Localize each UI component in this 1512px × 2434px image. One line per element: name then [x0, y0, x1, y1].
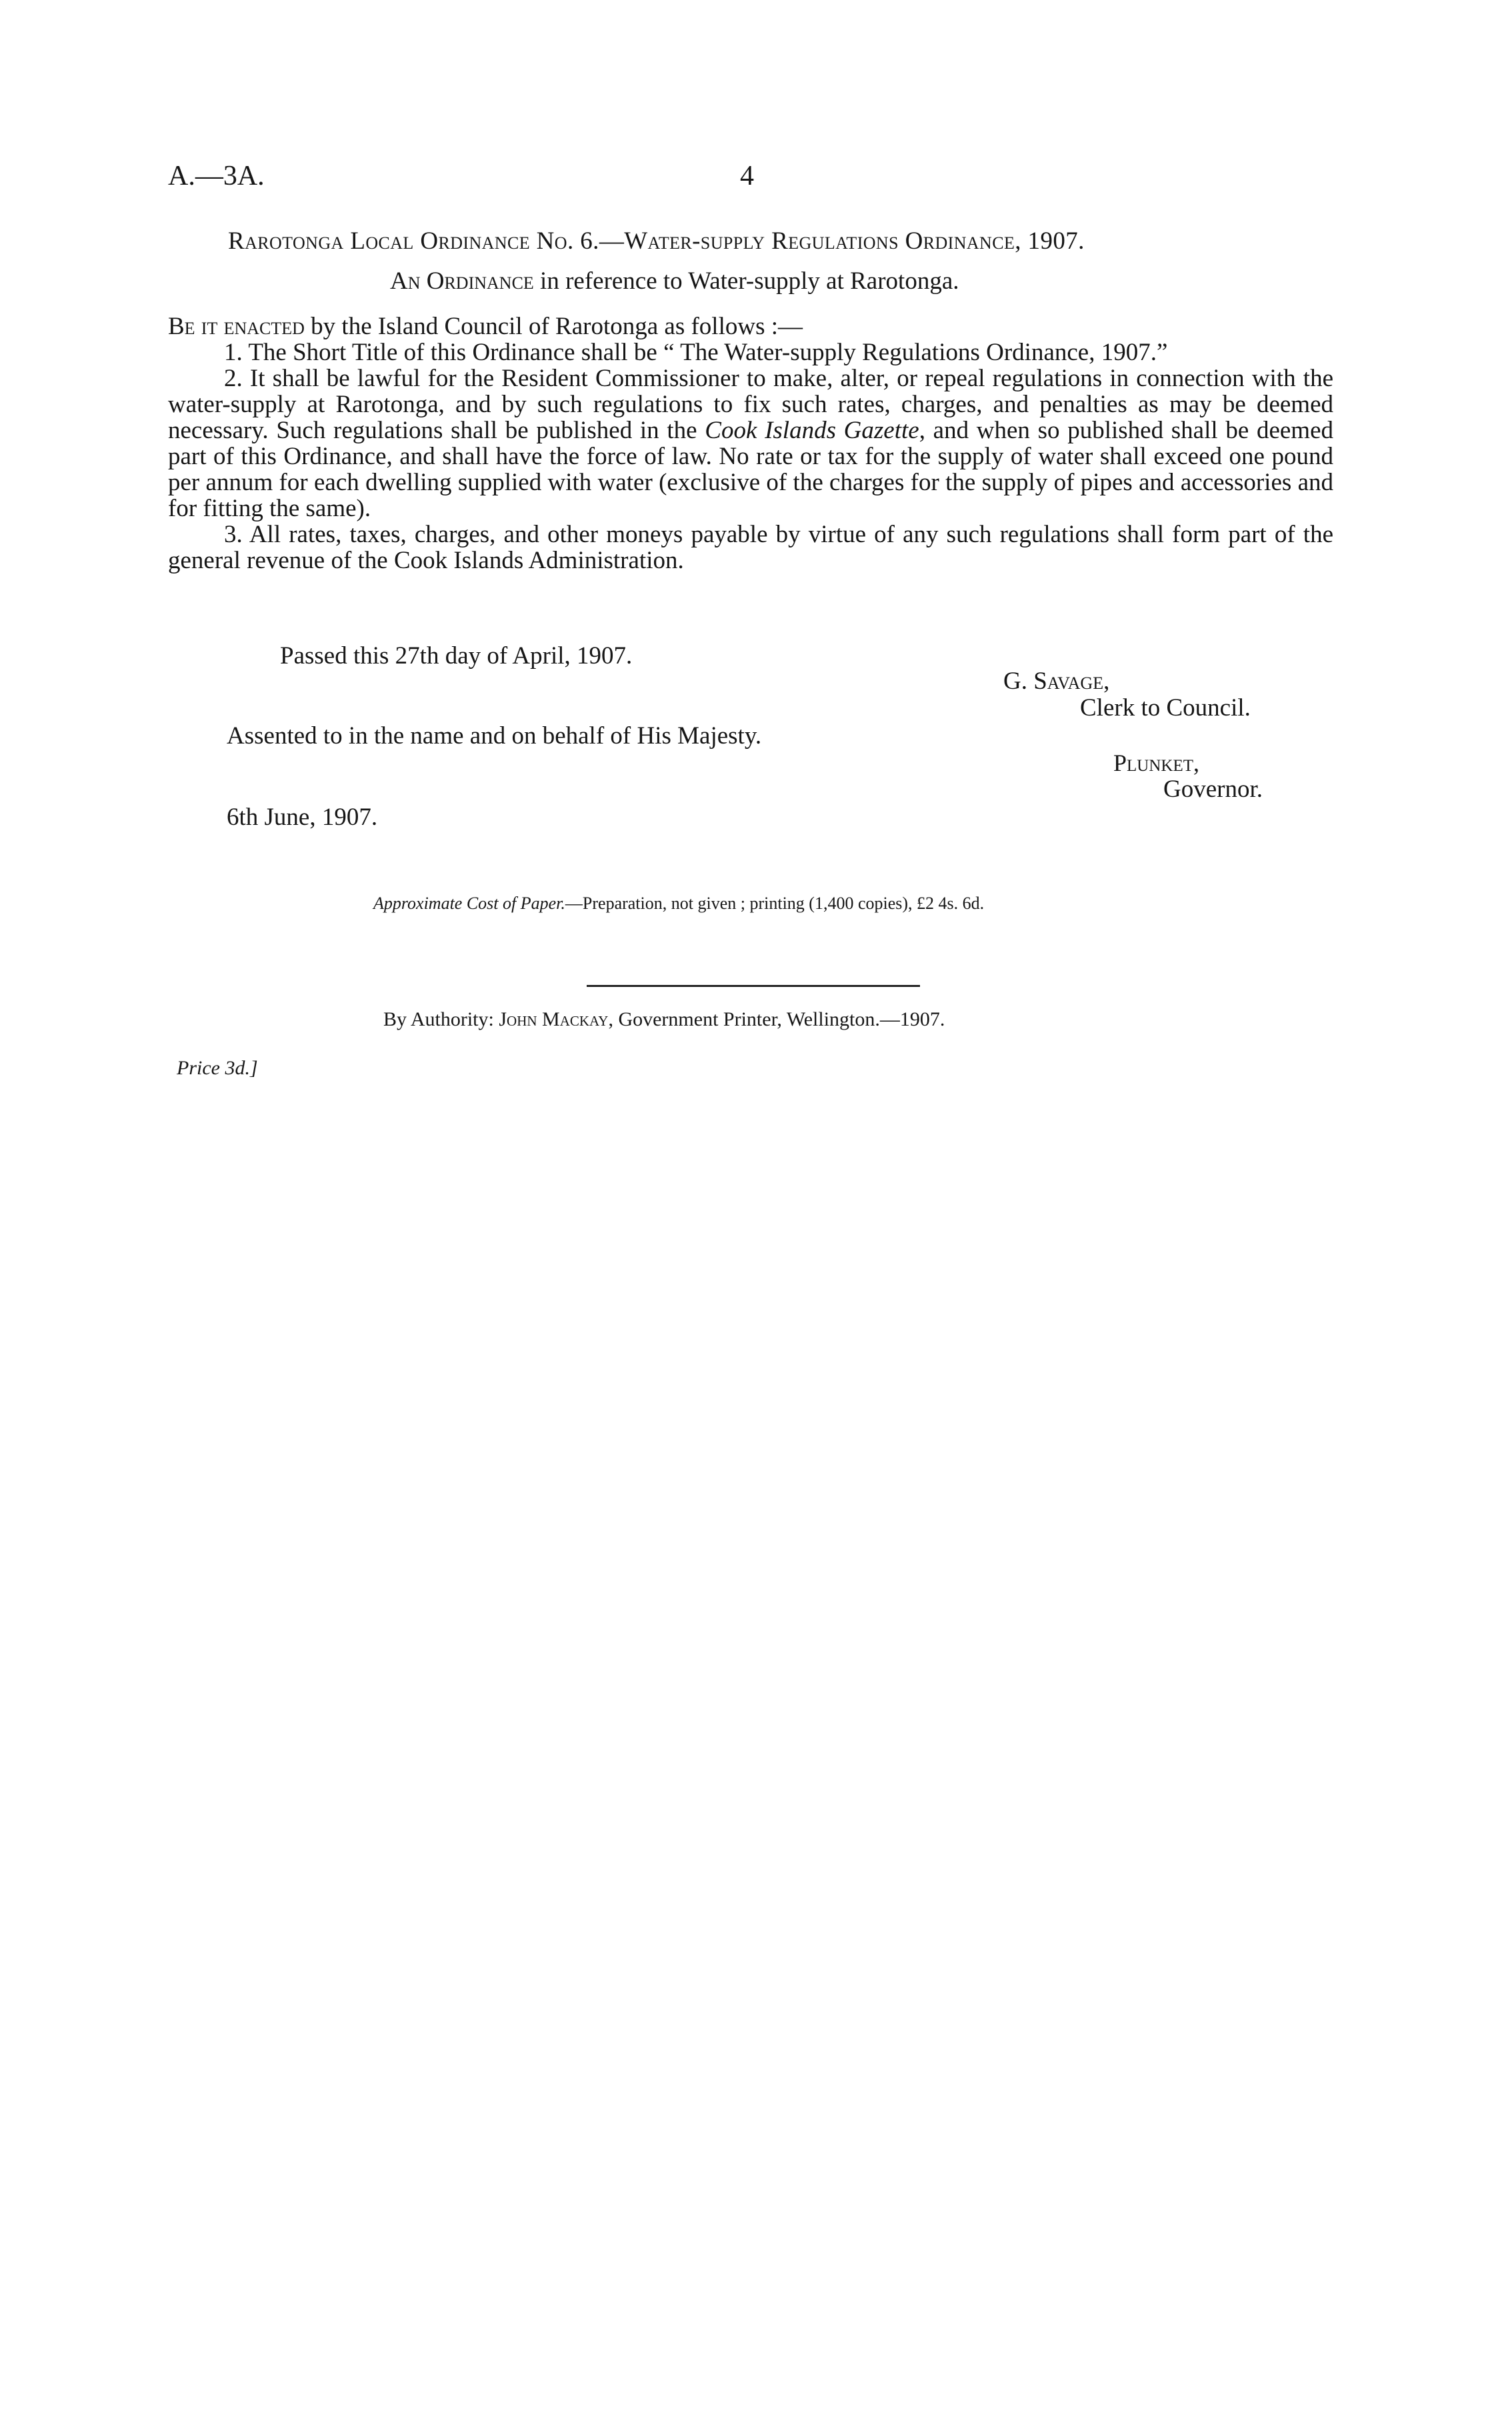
- cost-label: Approximate Cost of Paper.: [373, 894, 565, 913]
- divider-rule: [587, 985, 920, 987]
- price-note: Price 3d.]: [177, 1057, 258, 1079]
- section-2-part-b: , and when so published shall be deemed part of this Ordinance, and shall have the force of law. No rate or tax for the supply of water shall exceed one pound per annum for each dwelling supplied with water (exclusive of the charges for the supply of pipes and accessories and for fitting the same).: [168, 417, 1333, 522]
- cost-note: [373, 894, 984, 914]
- clerk-title: Clerk to Council.: [1080, 694, 1251, 722]
- subheading-lead: An Ordinance: [390, 267, 534, 295]
- enacting-lead: Be it enacted: [168, 313, 305, 340]
- enacting-clause: [168, 313, 1333, 339]
- page-reference: A.—3A.: [168, 161, 265, 191]
- cost-text: —Preparation, not given ; printing (1,400 copies), £2 4s. 6d.: [565, 894, 985, 913]
- assent-statement: Assented to in the name and on behalf of His Majesty.: [227, 722, 762, 750]
- governor-title: Governor.: [1163, 776, 1263, 803]
- page-number: 4: [740, 161, 754, 191]
- ordinance-body: [168, 313, 1333, 573]
- section-2: [168, 365, 1333, 521]
- gazette-title: Cook Islands Gazette: [705, 417, 919, 444]
- passed-date: Passed this 27th day of April, 1907.: [280, 642, 633, 670]
- imprint-rest: , Government Printer, Wellington.—1907.: [608, 1008, 945, 1030]
- ordinance-subheading: [390, 267, 959, 295]
- printer-imprint: [383, 1008, 945, 1031]
- enacting-rest: by the Island Council of Rarotonga as follows :—: [304, 313, 803, 340]
- ordinance-heading: Rarotonga Local Ordinance No. 6.—Water-supply Regulations Ordinance, 1907.: [228, 227, 1085, 255]
- assent-date: 6th June, 1907.: [227, 804, 378, 831]
- printer-name: John Mackay: [499, 1008, 609, 1030]
- governor-name: Plunket,: [1113, 750, 1199, 776]
- section-1: 1. The Short Title of this Ordinance shall be “ The Water-supply Regulations Ordinance, 1907.”: [224, 339, 1168, 366]
- imprint-lead: By Authority:: [383, 1008, 499, 1030]
- clerk-name: G. Savage,: [1003, 668, 1110, 695]
- section-3: 3. All rates, taxes, charges, and other moneys payable by virtue of any such regulations shall form part of the general revenue of the Cook Islands Administration.: [168, 521, 1333, 574]
- subheading-rest: in reference to Water-supply at Rarotonga.: [533, 267, 959, 295]
- section-2-part-a: 2. It shall be lawful for the Resident Commissioner to make, alter, or repeal regulations in connection with the water-supply at Rarotonga, and by such regulations to fix such rates, charges, and penalties as may be deemed necessary. Such regulations shall be published in the: [168, 365, 1333, 444]
